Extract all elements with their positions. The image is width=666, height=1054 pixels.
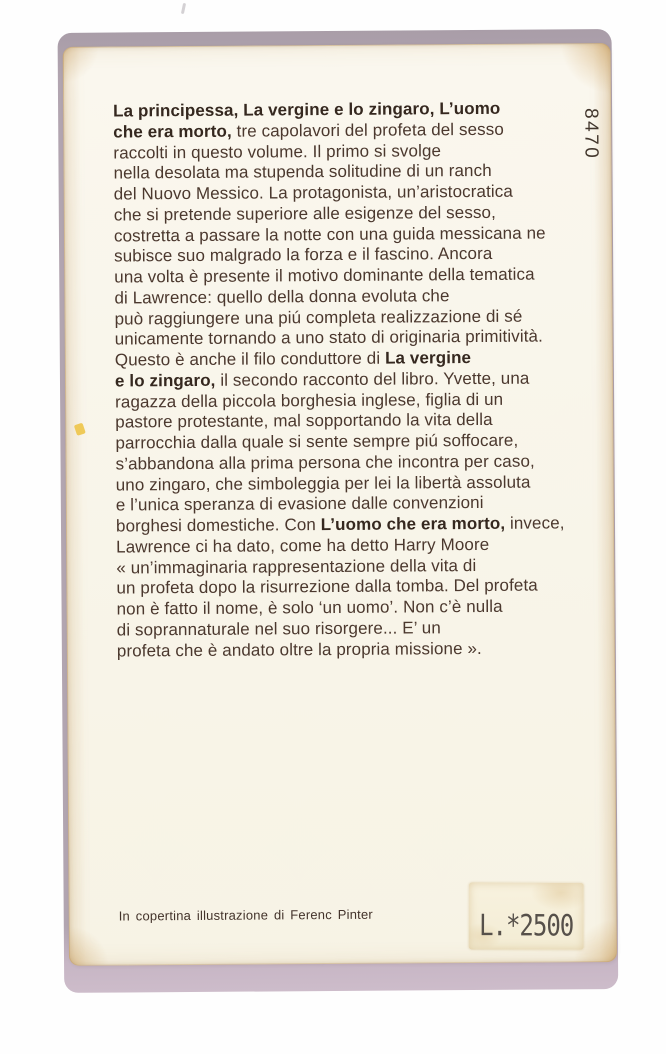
blurb-line: s’abbandona alla prima persona che incontra per caso,	[115, 451, 535, 474]
blurb-line: costretta a passare la notte con una guida messicana ne	[113, 223, 546, 246]
blurb-line: può raggiungere una piú completa realizzazione di sé	[114, 306, 523, 329]
blurb-line: parrocchia dalla quale si sente sempre piú soffocare,	[115, 430, 519, 453]
blurb-line: che si pretende superiore alle esigenze del sesso,	[113, 202, 496, 225]
blurb-line: di Lawrence: quello della donna evoluta che	[114, 285, 450, 308]
blurb-line: unicamente tornando a uno stato di originaria primitività.	[114, 326, 543, 349]
serial-number-text: 8470	[580, 107, 602, 161]
blurb-line: e l’unica speranza di evasione dalle convenzioni	[115, 493, 484, 515]
blurb-line: Lawrence ci ha dato, come ha detto Harry Moore	[116, 534, 490, 557]
blurb-line: « un’immaginaria rappresentazione della vita di	[116, 555, 477, 578]
blurb-line: pastore protestante, mal sopportando la vita della	[115, 410, 493, 432]
cover-paper	[63, 43, 617, 966]
blurb-line: nella desolata ma stupenda solitudine di un ranch	[113, 161, 492, 183]
price-text: L.*2500	[479, 908, 574, 943]
blurb-line: una volta è presente il motivo dominante della tematica	[114, 264, 535, 287]
blurb-line: subisce suo malgrado la forza e il fascino. Ancora	[114, 244, 493, 266]
blurb-line: borghesi domestiche. Con L’uomo che era morto, invece,	[115, 513, 565, 536]
blurb-line: che era morto, tre capolavori del profeta del sesso	[113, 119, 504, 142]
blurb-line: non è fatto il nome, è solo ‘un uomo’. Non c’è nulla	[116, 596, 503, 619]
blurb-line: raccolti in questo volume. Il primo si svolge	[113, 140, 442, 163]
blurb-line: Questo è anche il filo conduttore di La vergine	[114, 348, 472, 370]
blurb-line: di soprannaturale nel suo risorgere... E’ un	[116, 617, 441, 640]
price-sticker	[469, 882, 584, 949]
serial-number	[560, 104, 620, 164]
blurb-line: La principessa, La vergine e lo zingaro, L’uomo	[113, 98, 501, 121]
cover-caption: In copertina illustrazione di Ferenc Pinter	[118, 906, 373, 924]
blurb-text	[113, 98, 595, 662]
blurb-line: un profeta dopo la risurrezione dalla tomba. Del profeta	[116, 575, 538, 598]
blurb-line: profeta che è andato oltre la propria missione ».	[116, 638, 482, 661]
blurb-line: e lo zingaro, il secondo racconto del libro. Yvette, una	[114, 368, 530, 391]
blurb-line: ragazza della piccola borghesia inglese, figlia di un	[115, 389, 504, 412]
stain-speck	[74, 423, 86, 436]
blurb-line: del Nuovo Messico. La protagonista, un’aristocratica	[113, 181, 513, 204]
blurb-line: uno zingaro, che simboleggia per lei la libertà assoluta	[115, 472, 531, 495]
